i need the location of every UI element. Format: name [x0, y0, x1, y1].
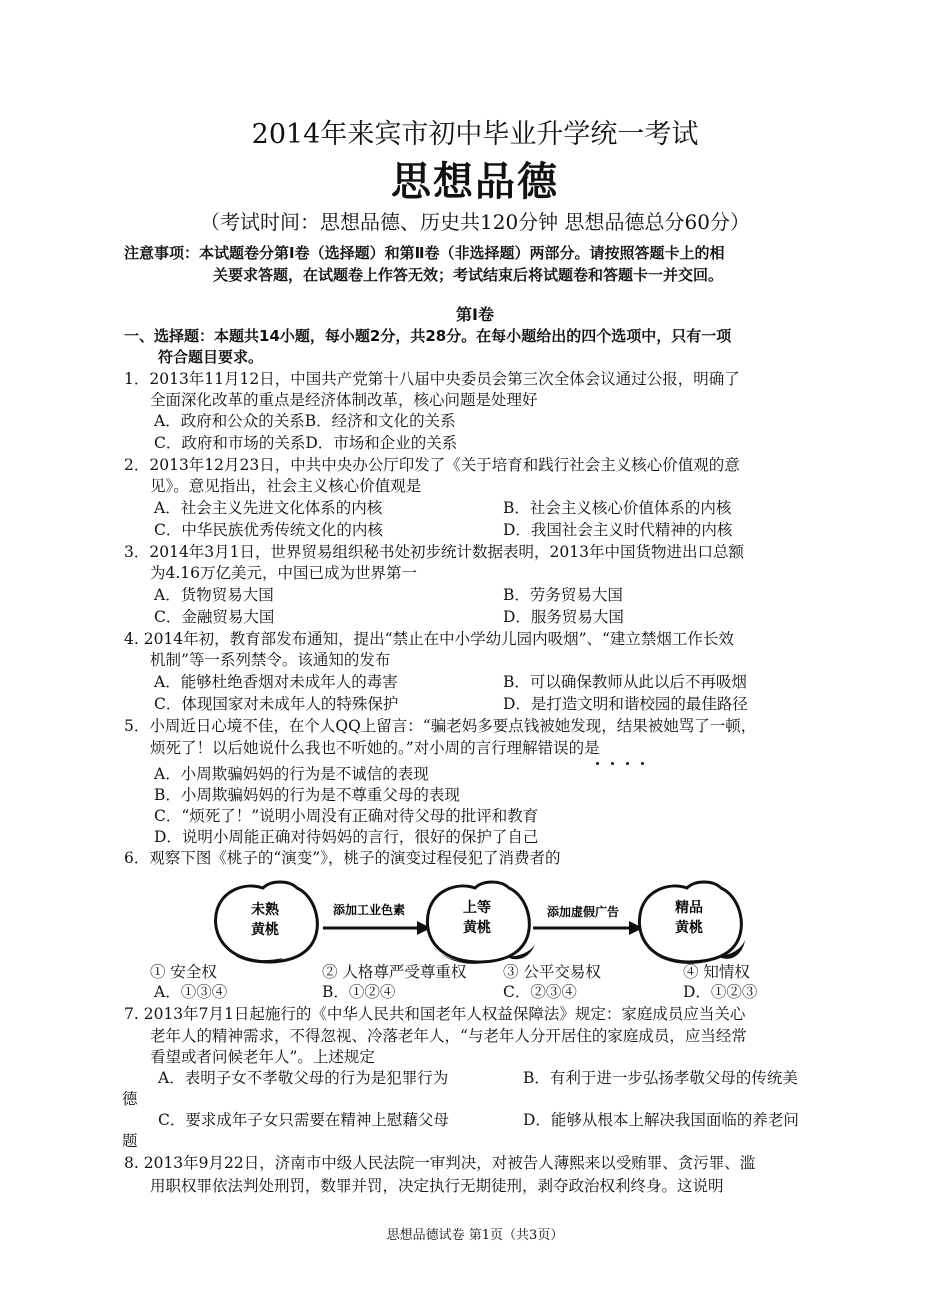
question-7-stem: 7. 2013年7月1日起施行的《中华人民共和国老年人权益保障法》规定：家庭成员应当关心 [124, 1005, 746, 1023]
section-heading: 一、选择题：本题共14小题，每小题2分，共28分。在每小题给出的四个选项中，只有一项 [124, 327, 732, 345]
question-4-stem: 4. 2014年初，教育部发布通知，提出“禁止在中小学幼儿园内吸烟”、“建立禁烟工作长效 [124, 630, 734, 648]
question-5-option-b: B．小周欺骗妈妈的行为是不尊重父母的表现 [154, 786, 460, 804]
question-2-option-c: C．中华民族优秀传统文化的内核 [154, 521, 383, 539]
subject-title: 思想品德 [391, 158, 559, 205]
question-3-stem-cont: 为4.16万亿美元，中国已成为世界第一 [150, 564, 418, 582]
peach-3-label-top: 精品 [675, 900, 703, 916]
question-5-option-d: D．说明小周能正确对待妈妈的言行，很好的保护了自己 [154, 828, 539, 846]
question-7-option-b-wrap: 德 [122, 1090, 138, 1108]
question-3-option-c: C．金融贸易大国 [154, 608, 275, 626]
peach-evolution-diagram [205, 876, 750, 964]
question-2-stem: 2．2013年12月23日，中共中央办公厅印发了《关于培育和践行社会主义核心价值观的意 [124, 456, 740, 474]
exam-title: 2014年来宾市初中毕业升学统一考试 [251, 119, 699, 150]
question-3-stem: 3．2014年3月1日，世界贸易组织秘书处初步统计数据表明，2013年中国货物进出口总额 [124, 543, 744, 561]
question-7-stem-cont-2: 看望或者问候老年人”。上述规定 [150, 1048, 375, 1066]
question-7-option-d-wrap: 题 [122, 1132, 138, 1150]
peach-2-label-top: 上等 [463, 900, 491, 916]
question-4-option-c: C．体现国家对未成年人的特殊保护 [154, 695, 399, 713]
question-2-option-d: D．我国社会主义时代精神的内核 [503, 521, 733, 539]
question-7-option-d: D．能够从根本上解决我国面临的养老问 [523, 1111, 799, 1129]
right-item-1: ① 安全权 [150, 963, 217, 981]
peach-1 [216, 882, 318, 963]
arrow-2 [533, 904, 643, 935]
question-5-option-c: C．“烦死了！”说明小周没有正确对待父母的批评和教育 [154, 807, 539, 825]
right-item-2: ② 人格尊严受尊重权 [322, 963, 467, 981]
peach-1-label-bottom: 黄桃 [251, 922, 279, 938]
question-2-stem-cont: 见》。意见指出，社会主义核心价值观是 [150, 477, 422, 495]
question-5-option-a: A．小周欺骗妈妈的行为是不诚信的表现 [154, 765, 429, 783]
question-4-stem-cont: 机制”等一系列禁令。该通知的发布 [150, 651, 391, 669]
question-2-option-a: A．社会主义先进文化体系的内核 [154, 499, 383, 517]
question-1-options-cd: C．政府和市场的关系D．市场和企业的关系 [154, 434, 458, 452]
question-7-option-c: C．要求成年子女只需要在精神上慰藉父母 [158, 1111, 449, 1129]
notice-line-1: 注意事项：本试题卷分第Ⅰ卷（选择题）和第Ⅱ卷（非选择题）两部分。请按照答题卡上的相 [124, 244, 725, 262]
emphasis-dot [626, 762, 629, 765]
notice-line-2: 关要求答题，在试题卷上作答无效；考试结束后将试题卷和答题卡一并交回。 [213, 266, 724, 284]
question-3-option-d: D．服务贸易大国 [503, 608, 624, 626]
question-2-option-b: B．社会主义核心价值体系的内核 [503, 499, 732, 517]
page-footer: 思想品德试卷 第1页（共3页） [386, 1228, 564, 1243]
question-1-stem-cont: 全面深化改革的重点是经济体制改革，核心问题是处理好 [150, 391, 538, 409]
arrow-2-label: 添加虚假广告 [546, 905, 620, 919]
question-8-stem: 8. 2013年9月22日，济南市中级人民法院一审判决，对被告人薄熙来以受贿罪、贪污罪、滥 [124, 1154, 756, 1172]
question-6-option-d: D．①②③ [683, 983, 758, 1001]
question-6-stem: 6．观察下图《桃子的“演变”》，桃子的演变过程侵犯了消费者的 [124, 849, 561, 867]
section-heading-cont: 符合题目要求。 [158, 348, 264, 366]
question-6-option-a: A．①③④ [154, 983, 228, 1001]
question-7-option-b: B．有利于进一步弘扬孝敬父母的传统美 [523, 1069, 798, 1087]
question-7-option-a: A．表明子女不孝敬父母的行为是犯罪行为 [158, 1069, 449, 1087]
question-5-stem: 5．小周近日心境不佳，在个人QQ上留言：“骗老妈多要点钱被她发现，结果被她骂了一顿， [124, 717, 757, 735]
emphasis-dot [641, 762, 644, 765]
peach-3-label-bottom: 黄桃 [675, 920, 703, 936]
question-7-stem-cont: 老年人的精神需求，不得忽视、冷落老年人，“与老年人分开居住的家庭成员，应当经常 [150, 1027, 747, 1045]
question-3-option-b: B．劳务贸易大国 [503, 586, 623, 604]
peach-2-label-bottom: 黄桃 [463, 920, 491, 936]
peach-1-label-top: 未熟 [251, 902, 279, 918]
exam-time-note: （考试时间：思想品德、历史共120分钟 思想品德总分60分） [200, 210, 750, 234]
question-3-option-a: A．货物贸易大国 [154, 586, 274, 604]
right-item-3: ③ 公平交易权 [503, 963, 601, 981]
peach-2 [427, 882, 535, 964]
arrow-1-label: 添加工业色素 [332, 903, 406, 917]
question-4-option-d: D．是打造文明和谐校园的最佳路径 [503, 695, 748, 713]
question-4-option-b: B．可以确保教师从此以后不再吸烟 [503, 673, 747, 691]
question-1-options-ab: A．政府和公众的关系B．经济和文化的关系 [154, 412, 456, 430]
right-item-4: ④ 知情权 [683, 963, 750, 981]
question-6-option-b: B．①②④ [322, 983, 396, 1001]
peach-3 [639, 882, 745, 964]
arrow-1 [323, 902, 431, 935]
question-5-stem-cont: 烦死了！以后她说什么我也不听她的。”对小周的言行理解错误的是 [150, 739, 600, 757]
part-title: 第Ⅰ卷 [456, 305, 494, 324]
emphasis-dot [611, 762, 614, 765]
question-4-option-a: A．能够杜绝香烟对未成年人的毒害 [154, 673, 398, 691]
question-8-stem-cont: 用职权罪依法判处刑罚，数罪并罚，决定执行无期徒刑，剥夺政治权利终身。这说明 [150, 1177, 724, 1195]
question-1-stem: 1．2013年11月12日，中国共产党第十八届中央委员会第三次全体会议通过公报，明确了 [124, 370, 740, 388]
emphasis-dot [596, 762, 599, 765]
question-6-option-c: C．②③④ [503, 983, 577, 1001]
